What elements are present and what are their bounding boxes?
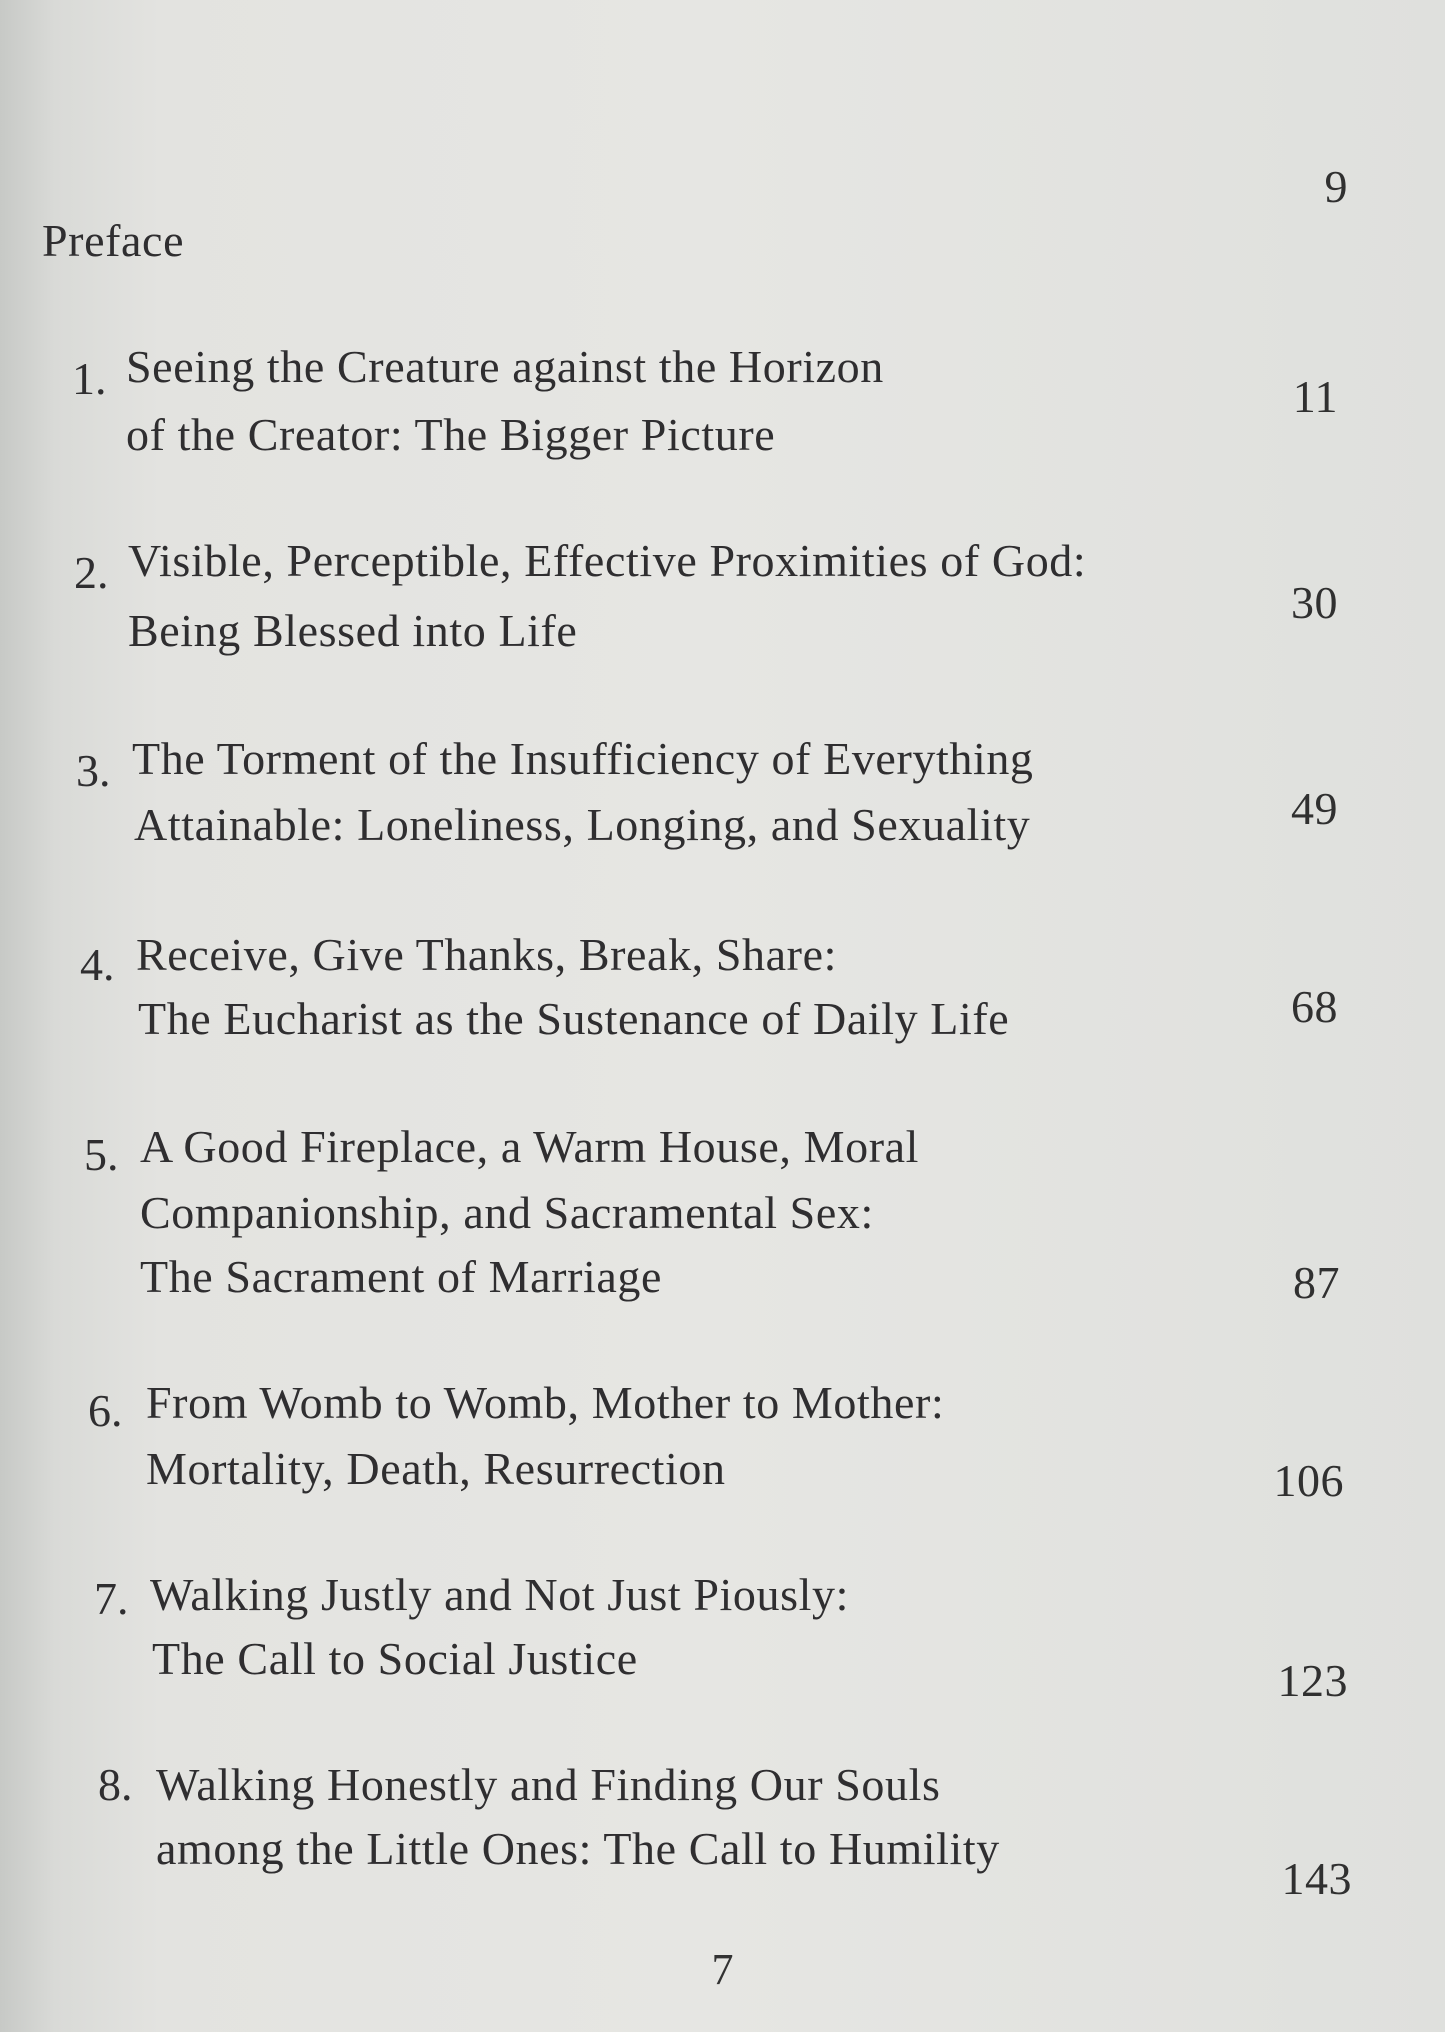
entry-8-number: 8. xyxy=(98,1759,133,1810)
page-folio-number: 7 xyxy=(711,1945,734,1994)
entry-5-number: 5. xyxy=(84,1129,119,1180)
entry-4-page-number: 68 xyxy=(1291,981,1338,1032)
entry-8-title-line-2: among the Little Ones: The Call to Humility xyxy=(156,1823,1000,1874)
entry-6-title-line-2: Mortality, Death, Resurrection xyxy=(146,1443,726,1494)
entry-2-number: 2. xyxy=(74,547,109,598)
entry-1-title-line-1: Seeing the Creature against the Horizon xyxy=(126,341,884,392)
entry-5-title-line-2: Companionship, and Sacramental Sex: xyxy=(140,1187,874,1238)
entry-6-title-line-1: From Womb to Womb, Mother to Mother: xyxy=(146,1377,945,1428)
entry-2-title-line-1: Visible, Perceptible, Effective Proximities of God: xyxy=(128,535,1087,586)
entry-3-number: 3. xyxy=(76,745,111,796)
entry-1-title-line-2: of the Creator: The Bigger Picture xyxy=(126,409,776,460)
entry-5-title-line-1: A Good Fireplace, a Warm House, Moral xyxy=(140,1121,920,1172)
entry-4-title-line-2: The Eucharist as the Sustenance of Daily Life xyxy=(138,993,1010,1044)
entry-3-page-number: 49 xyxy=(1291,783,1338,834)
entry-7-title-line-1: Walking Justly and Not Just Piously: xyxy=(150,1569,849,1620)
entry-8-page-number: 143 xyxy=(1281,1853,1352,1904)
entry-6-number: 6. xyxy=(88,1385,123,1436)
entry-3-title-line-1: The Torment of the Insufficiency of Everything xyxy=(132,733,1034,784)
entry-1-number: 1. xyxy=(72,353,107,404)
preface-page-number: 9 xyxy=(1324,161,1348,212)
preface-label: Preface xyxy=(42,215,185,266)
entry-4-number: 4. xyxy=(80,939,115,990)
entry-2-page-number: 30 xyxy=(1291,577,1338,628)
entry-7-page-number: 123 xyxy=(1277,1655,1348,1706)
entry-3-title-line-2: Attainable: Loneliness, Longing, and Sexuality xyxy=(134,799,1031,850)
entry-4-title-line-1: Receive, Give Thanks, Break, Share: xyxy=(136,929,837,980)
entry-1-page-number: 11 xyxy=(1292,371,1338,422)
entry-8-title-line-1: Walking Honestly and Finding Our Souls xyxy=(156,1759,941,1810)
entry-5-title-line-3: The Sacrament of Marriage xyxy=(140,1251,663,1302)
entry-5-page-number: 87 xyxy=(1293,1257,1340,1308)
entry-6-page-number: 106 xyxy=(1273,1455,1344,1506)
entry-2-title-line-2: Being Blessed into Life xyxy=(128,605,578,656)
entry-7-number: 7. xyxy=(94,1573,129,1624)
entry-7-title-line-2: The Call to Social Justice xyxy=(152,1633,638,1684)
